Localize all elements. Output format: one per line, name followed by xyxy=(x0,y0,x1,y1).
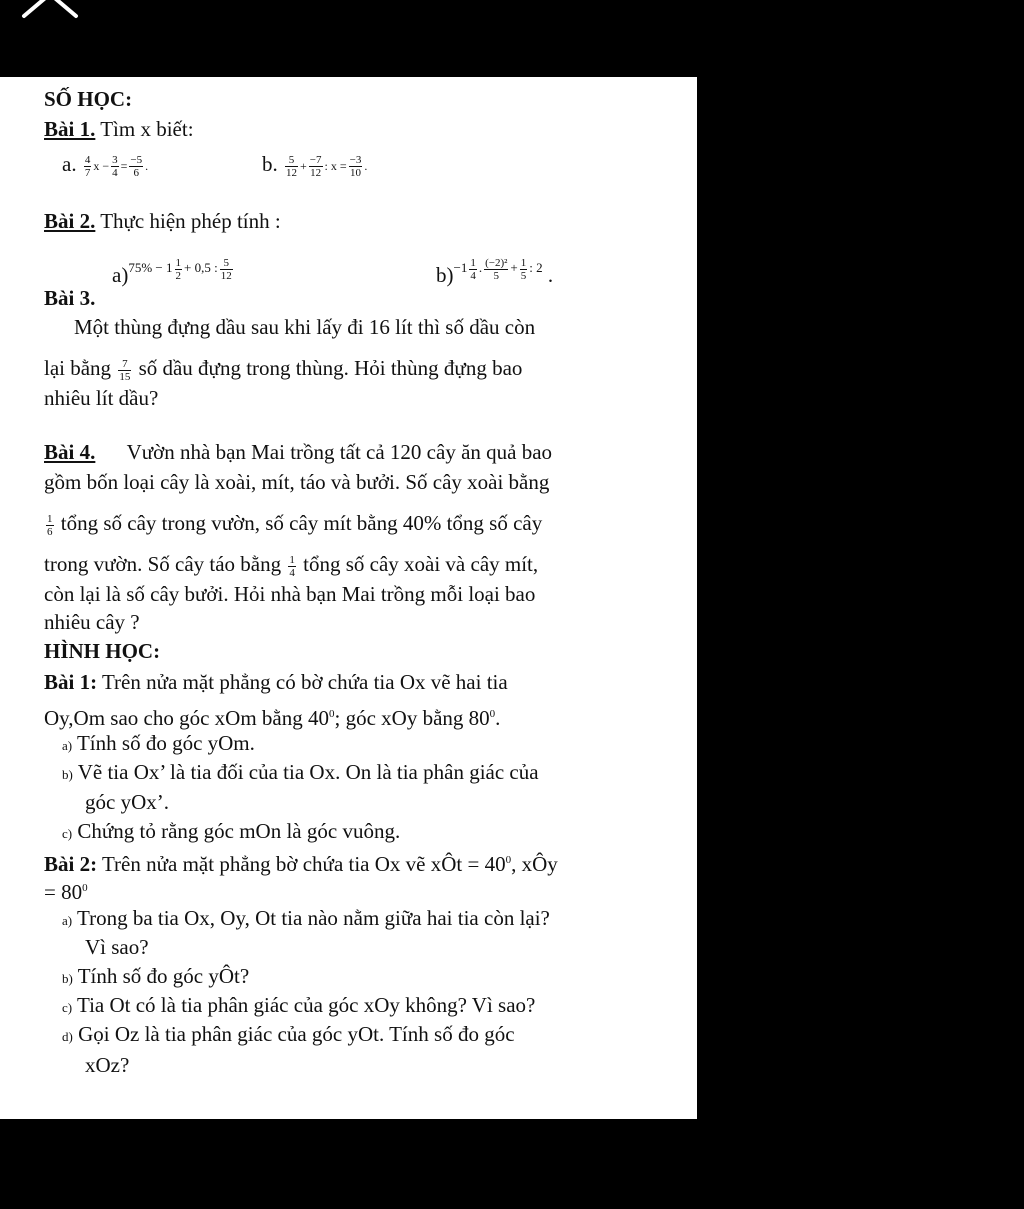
fraction: $\frac{\text{(−2)²}}{5}$ xyxy=(485,256,508,282)
bai3-line1: Một thùng đựng dầu sau khi lấy đi 16 lít thì số dầu còn xyxy=(74,315,536,339)
bai4-line4: trong vườn. Số cây táo bằng $\frac{1}{4}$ tổng số cây xoài và cây mít, xyxy=(44,552,539,579)
fraction: $\frac{-3}{10}$ xyxy=(349,153,362,179)
bai4-label: Bài 4. xyxy=(44,440,96,464)
fraction: $\frac{1}{2}$ xyxy=(175,256,181,282)
hh-bai1-b: b) Vẽ tia Ox’ là tia đối của tia Ox. On là tia phân giác của xyxy=(62,760,539,784)
fraction: $\frac{1}{5}$ xyxy=(520,256,527,282)
bai1-text: Tìm x biết: xyxy=(100,117,194,141)
bai3-line3: nhiêu lít dầu? xyxy=(44,386,159,410)
bai4-line6: nhiêu cây ? xyxy=(44,610,140,634)
bai2-part-a: a)$^{75\% - 1 \frac{1}{2} + 0,5 : \frac{5}{12}}$ xyxy=(112,256,232,287)
fraction: $\frac{1}{6}$ xyxy=(47,512,53,538)
hh-bai2-d: d) Gọi Oz là tia phân giác của góc yOt. Tính số đo góc xyxy=(62,1022,515,1046)
document-page xyxy=(0,77,697,1119)
fraction: $\frac{-7}{12}$ xyxy=(309,153,322,179)
bai4-line2: gồm bốn loại cây là xoài, mít, táo và bưởi. Số cây xoài bằng xyxy=(44,470,550,494)
fraction: $\frac{-5}{6}$ xyxy=(130,153,143,179)
bai1-a-label: a. xyxy=(62,152,77,176)
fraction: $\frac{5}{12}$ xyxy=(286,153,297,179)
bai4-line5: còn lại là số cây bưởi. Hỏi nhà bạn Mai trồng mỗi loại bao xyxy=(44,582,536,606)
hh-bai1-line2: Oy,Om sao cho góc xOm bằng $40^0$; góc xOy bằng $80^0$. xyxy=(44,706,501,730)
hh-bai2-a: a) Trong ba tia Ox, Oy, Ot tia nào nằm giữa hai tia còn lại? xyxy=(62,906,550,930)
bai2-title xyxy=(44,208,281,234)
hh-bai2-line2: = $80^0$ xyxy=(44,880,88,904)
fraction: $\frac{4}{7}$ xyxy=(84,153,91,179)
bai1-part-b: b. $\frac{5}{12}$ + $\frac{-7}{12}$ : x = $\frac{-3}{10}$ . xyxy=(262,152,368,179)
hinh-hoc-heading: HÌNH HỌC: xyxy=(44,639,161,663)
hh-bai1-label: Bài 1: xyxy=(44,670,98,694)
hh-bai2-c: c) Tia Ot có là tia phân giác của góc xOy không? Vì sao? xyxy=(62,993,536,1017)
bai4-line1: Bài 4. Vườn nhà bạn Mai trồng tất cả 120 cây ăn quả bao xyxy=(44,440,553,464)
bai4-line3: $\frac{1}{6}$ tổng số cây trong vườn, số cây mít bằng 40% tổng số cây xyxy=(47,511,543,538)
bai1-b-label: b. xyxy=(262,152,278,176)
bai1-part-a: a. $\frac{4}{7}$ x − $\frac{3}{4}$ = $\frac{-5}{6}$ . xyxy=(62,152,149,179)
hh-bai2-label: Bài 2: xyxy=(44,852,98,876)
so-hoc-heading: SỐ HỌC: xyxy=(44,87,133,111)
bai2-label: Bài 2. xyxy=(44,209,96,233)
fraction: $\frac{1}{4}$ xyxy=(470,256,476,282)
hh-bai2-line1: Bài 2: Trên nửa mặt phẳng bờ chứa tia Ox vẽ xÔt = $40^0$, xÔy xyxy=(44,852,558,876)
hh-bai1-line1: Bài 1: Trên nửa mặt phẳng có bờ chứa tia Ox vẽ hai tia xyxy=(44,670,508,694)
hh-bai1-a: a) Tính số đo góc yOm. xyxy=(62,731,255,755)
fraction: $\frac{7}{15}$ xyxy=(119,357,131,383)
hh-bai2-d2: xOz? xyxy=(85,1053,130,1077)
bai1-title xyxy=(44,116,194,142)
bai3-label: Bài 3. xyxy=(44,286,96,310)
bai1-label: Bài 1. xyxy=(44,117,96,141)
hh-bai2-b: b) Tính số đo góc yÔt? xyxy=(62,964,250,988)
hh-bai1-c: c) Chứng tỏ rằng góc mOn là góc vuông. xyxy=(62,819,401,843)
hh-bai1-b2: góc yOx’. xyxy=(85,790,169,814)
fraction: $\frac{1}{4}$ xyxy=(289,553,295,579)
chevron-up-icon[interactable] xyxy=(14,0,84,24)
hh-bai2-a2: Vì sao? xyxy=(85,935,149,959)
bai2-a-label: a) xyxy=(112,263,129,287)
bai2-part-b: b)$^{-1 \frac{1}{4} . \frac{\text{(−2)²}}{5} + \frac{1}{5} : 2}$ . xyxy=(436,256,554,287)
fraction: $\frac{3}{4}$ xyxy=(112,153,118,179)
fraction: $\frac{5}{12}$ xyxy=(220,256,232,282)
bai3-line2: lại bằng $\frac{7}{15}$ số dầu đựng trong thùng. Hỏi thùng đựng bao xyxy=(44,356,523,383)
bai2-text: Thực hiện phép tính : xyxy=(100,209,281,233)
bai2-b-label: b) xyxy=(436,263,454,287)
